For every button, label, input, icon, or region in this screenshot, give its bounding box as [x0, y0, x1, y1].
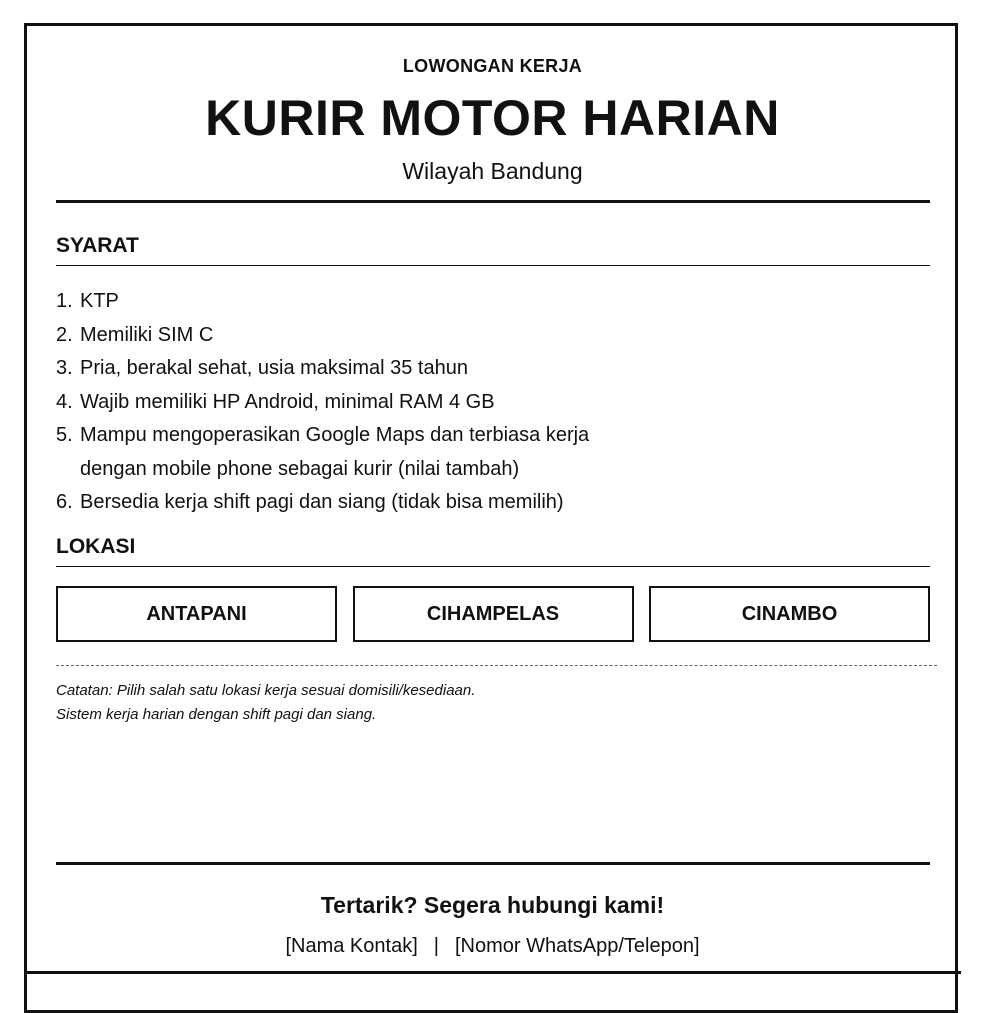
- requirement-number: 6.: [56, 491, 73, 513]
- requirement-item: [56, 486, 640, 520]
- requirement-item: [56, 386, 640, 420]
- location-cinambo: CINAMBO: [649, 586, 930, 642]
- locations-heading: LOKASI: [56, 535, 136, 558]
- requirement-text: KTP: [80, 290, 119, 312]
- contact-name: [Nama Kontak]: [285, 935, 418, 957]
- location-cihampelas: CIHAMPELAS: [353, 586, 634, 642]
- note-line-1: Catatan: Pilih salah satu lokasi kerja sesuai domisili/kesediaan.: [56, 682, 476, 699]
- dashed-divider: [56, 665, 937, 666]
- bottom-rule: [24, 971, 961, 974]
- header-divider: [56, 200, 930, 203]
- requirement-number: 2.: [56, 323, 73, 346]
- call-to-action: Tertarik? Segera hubungi kami!: [320, 892, 665, 918]
- location-options: [56, 586, 930, 642]
- location-antapani: ANTAPANI: [56, 586, 337, 642]
- requirements-list: [56, 285, 640, 520]
- requirement-text: Memiliki SIM C: [80, 323, 214, 346]
- requirement-number: 1.: [56, 290, 73, 312]
- job-title: KURIR MOTOR HARIAN: [205, 90, 780, 146]
- requirement-number: 5.: [56, 424, 73, 446]
- requirement-item: [56, 352, 640, 386]
- requirement-number: 4.: [56, 390, 73, 413]
- requirement-text: Mampu mengoperasikan Google Maps dan terbiasa kerja dengan mobile phone sebagai kurir (nilai tambah): [80, 424, 590, 480]
- requirement-text: Pria, berakal sehat, usia maksimal 35 tahun: [80, 357, 468, 379]
- requirement-item: [56, 285, 640, 319]
- requirement-text: Wajib memiliki HP Android, minimal RAM 4 GB: [80, 390, 495, 413]
- contact-line: [0, 935, 985, 958]
- requirement-item: [56, 319, 640, 353]
- job-region: Wilayah Bandung: [402, 158, 583, 184]
- locations-divider: [56, 566, 930, 567]
- requirement-item: [56, 419, 640, 486]
- note-line-2: Sistem kerja harian dengan shift pagi dan siang.: [56, 706, 377, 723]
- requirements-heading: SYARAT: [56, 234, 139, 257]
- requirement-text: Bersedia kerja shift pagi dan siang (tidak bisa memilih): [80, 491, 564, 513]
- requirements-divider: [56, 265, 930, 266]
- contact-phone: [Nomor WhatsApp/Telepon]: [454, 935, 700, 957]
- contact-separator: |: [433, 935, 439, 957]
- requirement-number: 3.: [56, 357, 73, 379]
- footer-divider: [56, 862, 930, 865]
- job-kicker: LOWONGAN KERJA: [402, 56, 583, 76]
